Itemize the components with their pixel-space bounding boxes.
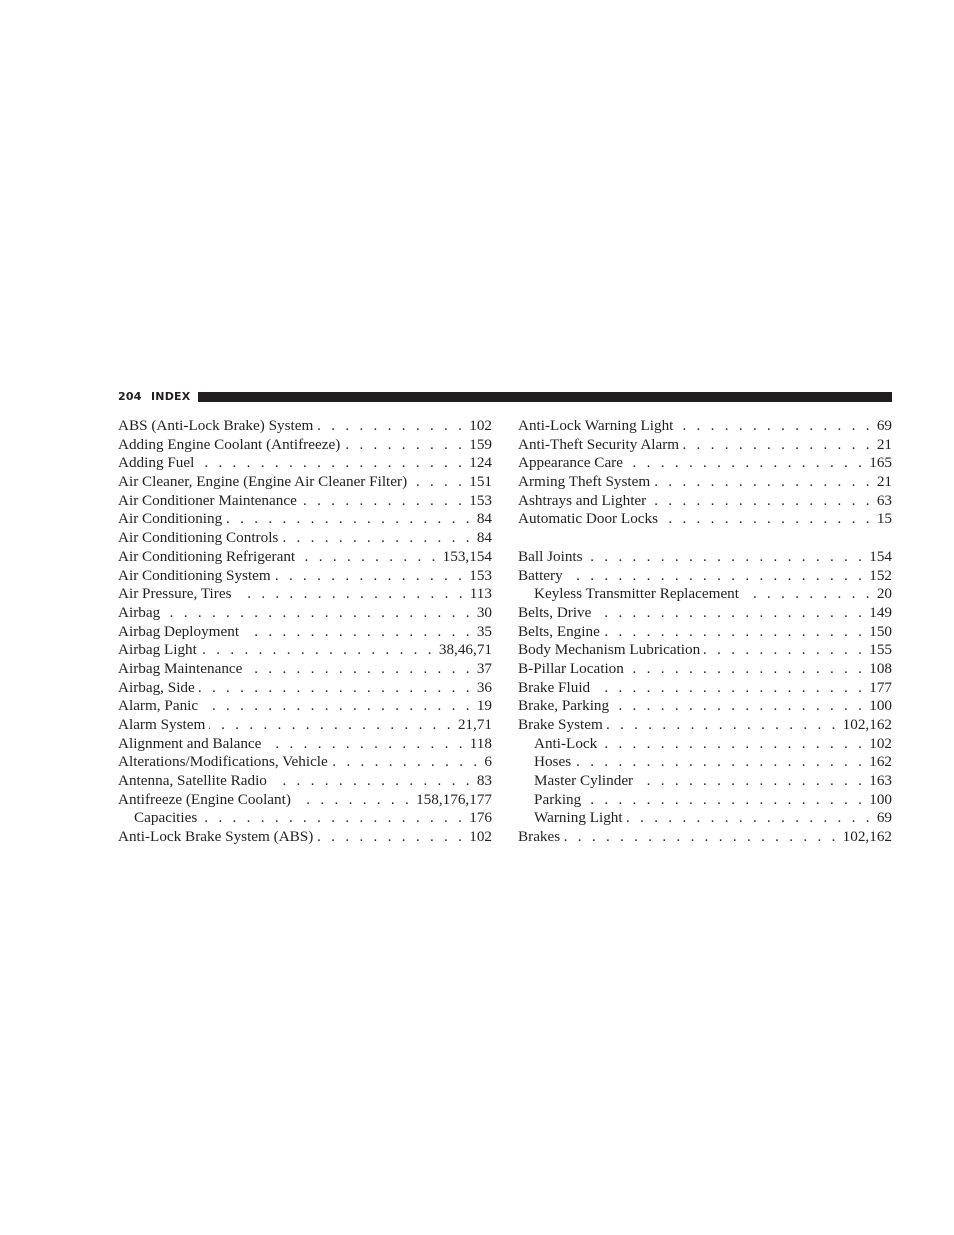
page-reference: 162	[869, 753, 892, 771]
index-term: Master Cylinder	[534, 772, 634, 790]
index-subentry	[118, 809, 492, 828]
page-reference: 21,71	[457, 716, 492, 733]
page-reference: 30	[476, 603, 492, 621]
dot-leader	[201, 809, 465, 828]
index-entry	[518, 492, 892, 511]
index-entry	[118, 641, 492, 660]
page-reference: 102	[869, 734, 892, 752]
page-reference: 177	[869, 678, 892, 696]
index-term: Ball Joints	[518, 547, 583, 565]
index-term: Anti-Lock Brake System (ABS)	[118, 828, 314, 846]
page-reference: 108	[869, 659, 892, 677]
page-reference: 159	[469, 435, 492, 453]
section-title: INDEX	[151, 390, 191, 403]
page-reference: 100	[869, 790, 892, 808]
index-entry	[118, 772, 492, 791]
page-reference: 102,162	[842, 828, 892, 846]
page-reference: 84	[476, 510, 492, 528]
index-entry	[118, 567, 492, 586]
dot-leader	[226, 510, 473, 529]
dot-leader	[662, 510, 873, 529]
dot-leader	[332, 753, 481, 772]
index-term: B-Pillar Location	[518, 659, 624, 677]
index-term: Keyless Transmitter Replacement	[534, 585, 739, 603]
index-subentry	[518, 791, 892, 810]
index-entry	[118, 417, 492, 436]
dot-leader	[613, 697, 865, 716]
page-reference: 113	[469, 585, 492, 603]
page-reference: 158,176,177	[416, 790, 492, 808]
index-term: Brake Fluid	[518, 678, 591, 696]
index-entry	[118, 791, 492, 810]
page-reference: 165	[869, 454, 892, 472]
page-reference: 124	[469, 454, 492, 472]
index-entry	[518, 660, 892, 679]
index-entry	[118, 697, 492, 716]
dot-leader	[246, 660, 472, 679]
index-subentry	[518, 753, 892, 772]
dot-leader	[411, 473, 465, 492]
dot-leader	[275, 567, 465, 586]
page-reference: 102	[469, 828, 492, 846]
index-term: Air Conditioning Refrigerant	[118, 547, 296, 565]
index-entry	[118, 585, 492, 604]
index-term: Appearance Care	[518, 454, 623, 472]
index-subentry	[518, 735, 892, 754]
dot-leader	[295, 791, 412, 810]
dot-leader	[683, 436, 873, 455]
index-entry	[118, 548, 492, 567]
index-entry	[518, 623, 892, 642]
dot-leader	[604, 623, 865, 642]
page-reference: 21	[876, 435, 892, 453]
dot-leader	[677, 417, 872, 436]
page-reference: 35	[476, 622, 492, 640]
index-term: Arming Theft System	[518, 473, 651, 491]
dot-leader	[628, 660, 865, 679]
page-reference: 151	[469, 473, 492, 491]
index-term: Alterations/Modifications, Vehicle	[118, 753, 328, 771]
index-entry	[518, 641, 892, 660]
index-term: Airbag Deployment	[118, 622, 240, 640]
index-entry	[118, 828, 492, 847]
index-term: Antifreeze (Engine Coolant)	[118, 790, 291, 808]
index-term: Airbag	[118, 603, 161, 621]
dot-leader	[202, 697, 473, 716]
page-reference: 69	[876, 809, 892, 827]
dot-leader	[199, 679, 473, 698]
index-entry	[118, 716, 492, 735]
index-entry	[518, 417, 892, 436]
index-term: ABS (Anti-Lock Brake) System	[118, 417, 314, 434]
index-entry	[518, 567, 892, 586]
dot-leader	[594, 679, 865, 698]
index-term: Air Conditioning	[118, 510, 223, 528]
page-reference: 153,154	[442, 547, 492, 565]
index-term: Belts, Drive	[518, 603, 592, 621]
index-term: Air Conditioner Maintenance	[118, 491, 297, 509]
index-column-right	[518, 417, 892, 847]
page-reference: 153	[469, 566, 492, 584]
dot-leader	[164, 604, 473, 623]
index-subentry	[518, 809, 892, 828]
index-term: Belts, Engine	[518, 622, 600, 640]
dot-leader	[743, 585, 873, 604]
index-term: Parking	[534, 790, 582, 808]
page-number: 204	[118, 390, 142, 403]
dot-leader	[198, 454, 465, 473]
page-reference: 69	[876, 417, 892, 434]
index-entry	[518, 679, 892, 698]
index-term: Hoses	[534, 753, 572, 771]
page-reference: 100	[869, 697, 892, 715]
page-reference: 152	[869, 566, 892, 584]
index-entry	[118, 436, 492, 455]
dot-leader	[627, 454, 865, 473]
index-column-left	[118, 417, 492, 847]
dot-leader	[317, 828, 465, 847]
index-term: Brakes	[518, 828, 561, 846]
index-entry	[518, 473, 892, 492]
dot-leader	[650, 492, 873, 511]
page-reference: 83	[476, 772, 492, 790]
page-reference: 63	[876, 491, 892, 509]
index-term: Airbag, Side	[118, 678, 195, 696]
dot-leader	[575, 753, 865, 772]
dot-leader	[344, 436, 465, 455]
page-reference: 176	[469, 809, 492, 827]
index-subentry	[518, 585, 892, 604]
index-term: Capacities	[134, 809, 198, 827]
index-term: Anti-Lock Warning Light	[518, 417, 674, 434]
index-term: Body Mechanism Lubrication	[518, 641, 701, 659]
index-term: Alarm System	[118, 716, 206, 733]
page-reference: 15	[876, 510, 892, 528]
index-entry	[518, 436, 892, 455]
index-entry	[118, 529, 492, 548]
index-entry	[518, 548, 892, 567]
page-header	[118, 390, 892, 404]
dot-leader	[627, 809, 873, 828]
page-reference: 36	[476, 678, 492, 696]
dot-leader	[301, 492, 465, 511]
dot-leader	[265, 735, 465, 754]
index-subentry	[518, 772, 892, 791]
index-entry	[518, 510, 892, 529]
index-term: Alignment and Balance	[118, 734, 262, 752]
index-term: Battery	[518, 566, 563, 584]
index-entry	[118, 679, 492, 698]
index-entry	[118, 454, 492, 473]
dot-leader	[317, 417, 465, 436]
dot-leader	[567, 567, 866, 586]
index-term: Warning Light	[534, 809, 623, 827]
dot-leader	[607, 716, 839, 735]
dot-leader	[282, 529, 472, 548]
index-entry	[518, 454, 892, 473]
dot-leader	[704, 641, 865, 660]
dot-leader	[595, 604, 865, 623]
index-term: Adding Fuel	[118, 454, 195, 472]
index-term: Brake, Parking	[518, 697, 610, 715]
index-entry	[118, 735, 492, 754]
index-term: Anti-Lock	[534, 734, 598, 752]
dot-leader	[585, 791, 865, 810]
index-entry	[118, 753, 492, 772]
index-term: Airbag Light	[118, 641, 197, 659]
dot-leader	[601, 735, 865, 754]
page-reference: 37	[476, 659, 492, 677]
dot-leader	[236, 585, 466, 604]
index-entry	[118, 604, 492, 623]
index-term: Anti-Theft Security Alarm	[518, 435, 680, 453]
dot-leader	[209, 716, 454, 735]
page-reference: 150	[869, 622, 892, 640]
dot-leader	[299, 548, 438, 567]
index-term: Air Conditioning System	[118, 566, 271, 584]
index-term: Airbag Maintenance	[118, 659, 243, 677]
header-rule-bar	[198, 392, 892, 402]
index-entry	[118, 473, 492, 492]
index-entry	[118, 660, 492, 679]
page-reference: 154	[869, 547, 892, 565]
index-entry	[118, 492, 492, 511]
page-reference: 155	[869, 641, 892, 659]
index-entry	[518, 716, 892, 735]
index-term: Air Conditioning Controls	[118, 529, 279, 547]
page-reference: 149	[869, 603, 892, 621]
dot-leader	[201, 641, 435, 660]
dot-leader	[564, 828, 838, 847]
index-entry	[118, 623, 492, 642]
index-term: Air Pressure, Tires	[118, 585, 232, 603]
page-reference: 6	[484, 753, 492, 771]
page-reference: 153	[469, 491, 492, 509]
index-entry	[518, 697, 892, 716]
index-entry	[518, 604, 892, 623]
page-reference: 21	[876, 473, 892, 491]
dot-leader	[654, 473, 873, 492]
index-entry	[118, 510, 492, 529]
dot-leader	[271, 772, 473, 791]
dot-leader	[587, 548, 866, 567]
index-term: Automatic Door Locks	[518, 510, 659, 528]
page-reference: 20	[876, 585, 892, 603]
dot-leader	[637, 772, 865, 791]
index-term: Alarm, Panic	[118, 697, 199, 715]
index-spacer	[518, 529, 892, 548]
page-reference: 102	[469, 417, 492, 434]
page-reference: 38,46,71	[438, 641, 492, 659]
page-reference: 163	[869, 772, 892, 790]
index-term: Ashtrays and Lighter	[518, 491, 647, 509]
page-reference: 84	[476, 529, 492, 547]
index-term: Air Cleaner, Engine (Engine Air Cleaner Filter)	[118, 473, 408, 491]
page-reference: 102,162	[842, 716, 892, 733]
index-term: Antenna, Satellite Radio	[118, 772, 267, 790]
index-entry	[518, 828, 892, 847]
dot-leader	[243, 623, 473, 642]
index-term: Brake System	[518, 716, 603, 733]
page-reference: 118	[469, 734, 492, 752]
index-term: Adding Engine Coolant (Antifreeze)	[118, 435, 341, 453]
page-reference: 19	[476, 697, 492, 715]
